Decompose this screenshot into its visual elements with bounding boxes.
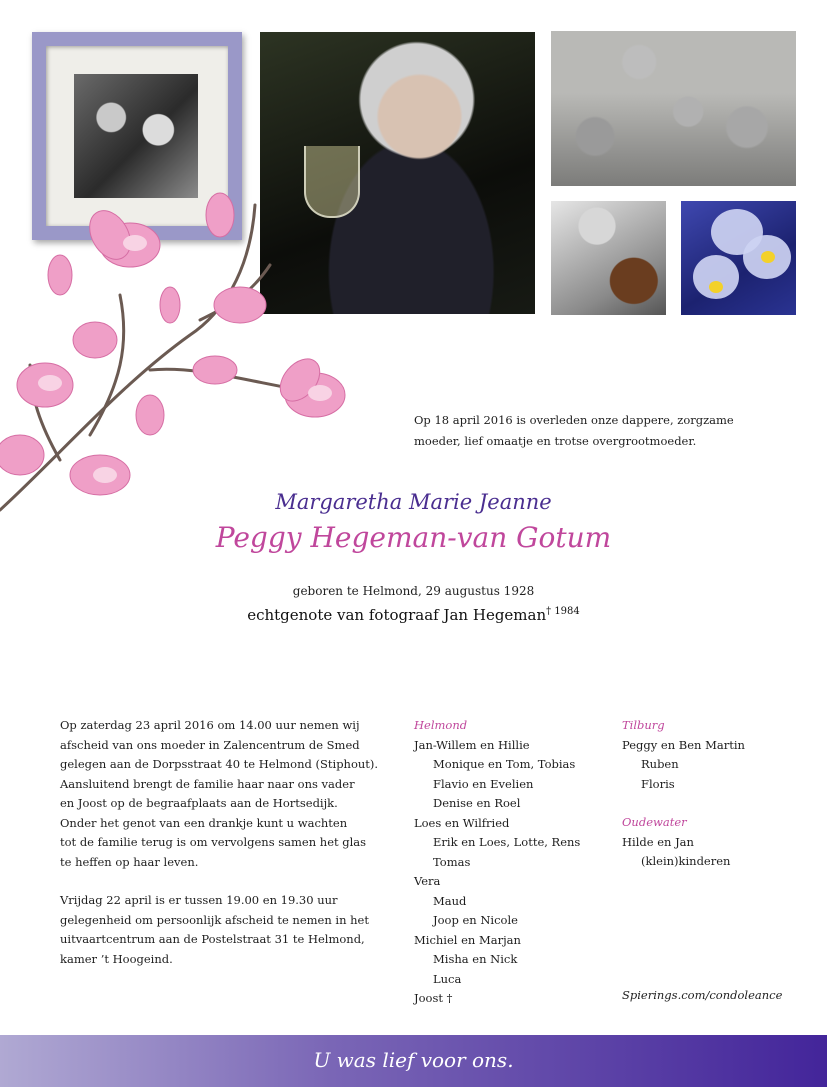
- violin-photo: [551, 201, 666, 315]
- visitation-line: kamer ’t Hoogeind.: [60, 951, 173, 966]
- family-entry: Michiel en Marjan: [414, 932, 521, 947]
- spouse-death-mark: † 1984: [546, 606, 580, 617]
- visitation-paragraph: [60, 891, 390, 969]
- birth-info: geboren te Helmond, 29 augustus 1928: [292, 584, 535, 598]
- family-entry: Jan-Willem en Hillie: [414, 737, 530, 752]
- service-line: tot de familie terug is om vervolgens samen het glas: [60, 835, 367, 849]
- visitation-line: gelegenheid om persoonlijk afscheid te nemen in het: [60, 912, 369, 927]
- family-entry: Joop en Nicole: [433, 913, 518, 927]
- family-entry: Ruben: [641, 757, 679, 771]
- service-line: Onder het genot van een drankje kunt u wachten: [60, 815, 348, 830]
- family-photo: [551, 31, 796, 186]
- service-line: afscheid van ons moeder in Zalencentrum de Smed: [60, 737, 360, 752]
- family-heading: Tilburg: [622, 718, 665, 732]
- family-entry: Hilde en Jan: [622, 834, 694, 849]
- family-entry: Floris: [641, 776, 675, 791]
- deceased-name: Peggy Hegeman-van Gotum: [215, 521, 612, 554]
- couple-photo: [74, 74, 198, 198]
- intro-line: moeder, lief omaatje en trotse overgrootmoeder.: [414, 434, 697, 448]
- family-entry: Vera: [414, 874, 441, 888]
- intro-line: Op 18 april 2016 is overleden onze dappere, zorgzame: [414, 413, 734, 427]
- family-heading: Oudewater: [622, 815, 687, 829]
- magnolia-branch-illustration: [0, 185, 360, 520]
- family-entry: Tomas: [433, 854, 471, 869]
- family-list-tilburg: [622, 716, 745, 794]
- family-heading: Helmond: [414, 718, 468, 732]
- family-list-helmond: [414, 716, 580, 1009]
- visitation-line: uitvaartcentrum aan de Postelstraat 31 te Helmond,: [60, 932, 365, 946]
- pansy-center: [761, 251, 775, 263]
- family-entry: Denise en Roel: [433, 796, 521, 810]
- condolence-website: Spierings.com/condoleance: [622, 988, 783, 1002]
- spouse-info: [0, 606, 827, 624]
- family-entry: Misha en Nick: [433, 952, 518, 966]
- service-line: en Joost op de begraafplaats aan de Hortsedijk.: [60, 796, 338, 810]
- pansy-photo: [681, 201, 796, 315]
- family-entry: Flavio en Evelien: [433, 776, 534, 791]
- family-entry: Maud: [433, 893, 467, 908]
- service-line: Aansluitend brengt de familie haar naar ons vader: [60, 776, 355, 791]
- family-entry: Peggy en Ben Martin: [622, 737, 745, 752]
- intro-announcement: [414, 410, 774, 452]
- family-entry: (klein)kinderen: [641, 854, 731, 868]
- service-line: Op zaterdag 23 april 2016 om 14.00 uur nemen wij: [60, 718, 360, 732]
- service-line: te heffen op haar leven.: [60, 854, 199, 869]
- family-entry: Luca: [433, 971, 462, 986]
- family-entry: Erik en Loes, Lotte, Rens: [433, 835, 581, 849]
- footer-message: U was lief voor ons.: [313, 1048, 514, 1072]
- family-entry: Joost †: [414, 991, 453, 1005]
- pansy-center: [709, 281, 723, 293]
- family-list-oudewater: [622, 813, 730, 872]
- given-names: Margaretha Marie Jeanne: [275, 490, 552, 514]
- family-entry: Monique en Tom, Tobias: [433, 757, 576, 771]
- family-entry: Loes en Wilfried: [414, 815, 510, 830]
- footer-band: [0, 1035, 827, 1087]
- spouse-text: echtgenote van fotograaf Jan Hegeman: [247, 606, 547, 624]
- visitation-line: Vrijdag 22 april is er tussen 19.00 en 19.30 uur: [60, 893, 338, 907]
- service-line: gelegen aan de Dorpsstraat 40 te Helmond (Stiphout).: [60, 757, 379, 771]
- service-paragraph: [60, 716, 390, 872]
